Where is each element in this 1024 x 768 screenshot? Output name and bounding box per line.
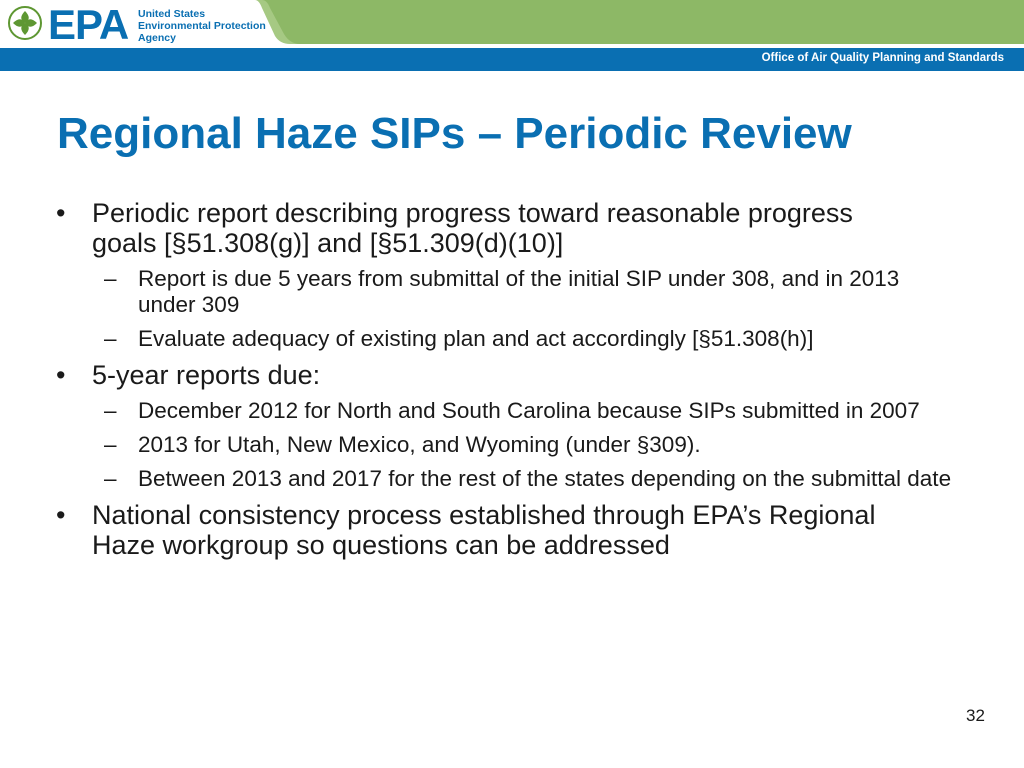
sub-bullet-text: Report is due 5 years from submittal of the initial SIP under 308, and in 2013 under 309 [138, 266, 900, 317]
agency-name [138, 8, 266, 44]
sub-bullet-text: 2013 for Utah, New Mexico, and Wyoming (under §309). [138, 432, 701, 457]
epa-flower-icon [8, 6, 42, 40]
bullet-text: Periodic report describing progress toward reasonable progress goals [§51.308(g)] and [§51.309(d)(10)] [92, 198, 853, 258]
dash-symbol: – [104, 432, 117, 457]
dash-symbol: – [104, 466, 117, 491]
page-number: 32 [966, 706, 985, 725]
bullet-symbol: • [56, 360, 66, 390]
bullet-symbol: • [56, 500, 66, 530]
agency-line: United States [138, 8, 206, 20]
slide-content [0, 198, 1024, 568]
bullet-text: National consistency process established through EPA’s Regional Haze workgroup so questions can be addressed [92, 500, 876, 560]
epa-logo[interactable] [8, 1, 278, 48]
agency-line: Environmental Protection [138, 20, 266, 32]
bullet-text: 5-year reports due: [92, 360, 321, 390]
sub-bullet-text: December 2012 for North and South Carolina because SIPs submitted in 2007 [138, 398, 920, 423]
dash-symbol: – [104, 398, 117, 423]
sub-bullet-item [104, 432, 958, 458]
slide-title: Regional Haze SIPs – Periodic Review [57, 109, 852, 158]
bullet-item [56, 360, 922, 390]
sub-bullet-item [104, 398, 958, 424]
header-banner [0, 0, 1024, 72]
dash-symbol: – [104, 266, 117, 291]
header-green-shade [262, 0, 1024, 44]
bullet-item [56, 198, 922, 258]
sub-bullet-item [104, 266, 958, 318]
sub-bullet-item [104, 466, 958, 492]
sub-bullet-text: Evaluate adequacy of existing plan and act accordingly [§51.308(h)] [138, 326, 814, 351]
sub-bullet-text: Between 2013 and 2017 for the rest of the states depending on the submittal date [138, 466, 952, 491]
bullet-item [56, 500, 922, 560]
dash-symbol: – [104, 326, 117, 351]
agency-line: Agency [138, 32, 176, 44]
bullet-symbol: • [56, 198, 66, 228]
office-name: Office of Air Quality Planning and Standards [761, 52, 1004, 64]
epa-logo-text: EPA [48, 1, 129, 48]
sub-bullet-item [104, 326, 958, 352]
